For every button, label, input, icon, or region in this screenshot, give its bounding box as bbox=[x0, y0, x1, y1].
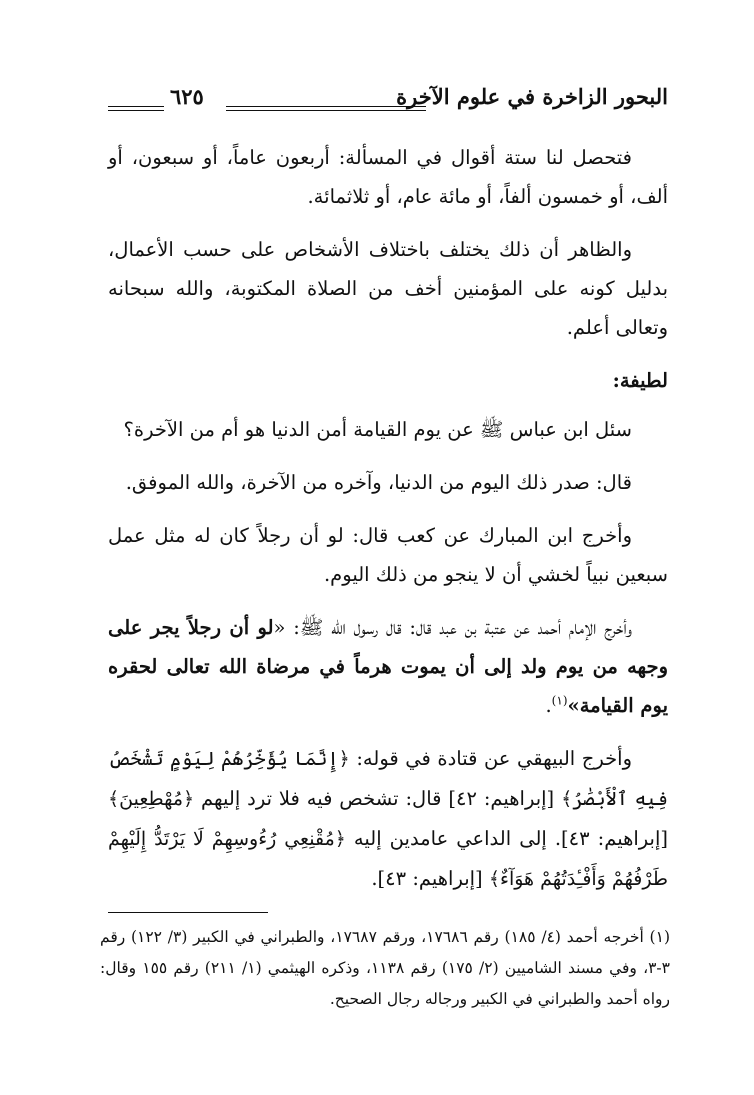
body-text bbox=[108, 138, 668, 913]
paragraph-kaab: وأخرج ابن المبارك عن كعب قال: لو أن رجلاً كان له مثل عمل سبعين نبياً لخشي أن لا ينجو من ذلك اليوم. bbox=[108, 524, 668, 586]
footnote-marker[interactable]: (١) bbox=[551, 693, 568, 708]
quran-verse-1: ﴿إِنَّمَا يُؤَخِّرُهُمْ لِيَوْمٍ تَشْخَصُ فِيهِ ٱلْأَبْصَٰرُ﴾ bbox=[108, 748, 668, 810]
page-number: ٦٢٥ bbox=[170, 84, 204, 109]
qatada-intro: وأخرج البيهقي عن قتادة في قوله: bbox=[349, 747, 632, 770]
section-heading: لطيفة: bbox=[612, 369, 668, 392]
hadith-close-quote: » bbox=[567, 694, 580, 717]
footnote-separator bbox=[108, 912, 268, 913]
paragraph-hadith bbox=[108, 608, 668, 725]
qatada-text-1: [إبراهيم: ٤٢] قال: تشخص فيه فلا ترد إليهم bbox=[194, 787, 562, 810]
paragraph-summary: فتحصل لنا ستة أقوال في المسألة: أربعون عاماً، أو سبعون، أو ألف، أو خمسون ألفاً، أو مائة عام، أو ثلاثمائة. bbox=[108, 146, 668, 208]
header-rule-left bbox=[108, 106, 164, 107]
qatada-text-2: [إبراهيم: ٤٣]. إلى الداعي عامدين إليه bbox=[345, 827, 668, 850]
paragraph-question: سئل ابن عباس ﷺ عن يوم القيامة أمن الدنيا هو أم من الآخرة؟ bbox=[123, 418, 632, 441]
running-title: البحور الزاخرة في علوم الآخرة bbox=[396, 84, 668, 109]
hadith-text: لو أن رجلاً يجر على وجهه من يوم ولد إلى أن يموت هرماً في مرضاة الله تعالى لحقره يوم القيامة bbox=[108, 616, 668, 717]
header-rule-left-double bbox=[108, 110, 164, 111]
header-rule-middle bbox=[226, 106, 426, 107]
hadith-intro: وأخرج الإمام أحمد عن عتبة بن عبد قال: قال رسول الله ﷺ: « bbox=[273, 616, 632, 639]
quran-verse-3: ﴿مُقْنِعِي رُءُوسِهِمْ لَا يَرْتَدُّ إِلَيْهِمْ طَرْفُهُمْ وَأَفْـِٔدَتُهُمْ هَوَآءٌ﴾ bbox=[108, 828, 668, 890]
hadith-end: . bbox=[545, 694, 552, 717]
paragraph-qatada bbox=[108, 739, 668, 899]
page-header bbox=[108, 78, 668, 118]
paragraph-conclusion: والظاهر أن ذلك يختلف باختلاف الأشخاص على حسب الأعمال، بدليل كونه على المؤمنين أخف من الصلاة المكتوبة، والله سبحانه وتعالى أعلم. bbox=[108, 238, 668, 339]
footnote-1: (١) أخرجه أحمد (٤/ ١٨٥) رقم ١٧٦٨٦، ورقم ١٧٦٨٧، والطبراني في الكبير (٣/ ١٢٢) رقم ٣-٣، وفي مسند الشاميين (٢/ ١٧٥) رقم ١١٣٨، وذكره الهيثمي (١/ ٢١١) رقم ١٥٥ وقال: رواه أحمد والطبراني في الكبير ورجاله رجال الصحيح. bbox=[100, 928, 670, 1008]
qatada-text-3: [إبراهيم: ٤٣]. bbox=[371, 867, 489, 890]
header-rule-middle-double bbox=[226, 110, 426, 111]
quran-verse-2: ﴿مُهْطِعِينَ﴾ bbox=[108, 788, 195, 810]
footnotes bbox=[100, 922, 670, 1015]
paragraph-answer: قال: صدر ذلك اليوم من الدنيا، وآخره من الآخرة، والله الموفق. bbox=[125, 471, 632, 494]
